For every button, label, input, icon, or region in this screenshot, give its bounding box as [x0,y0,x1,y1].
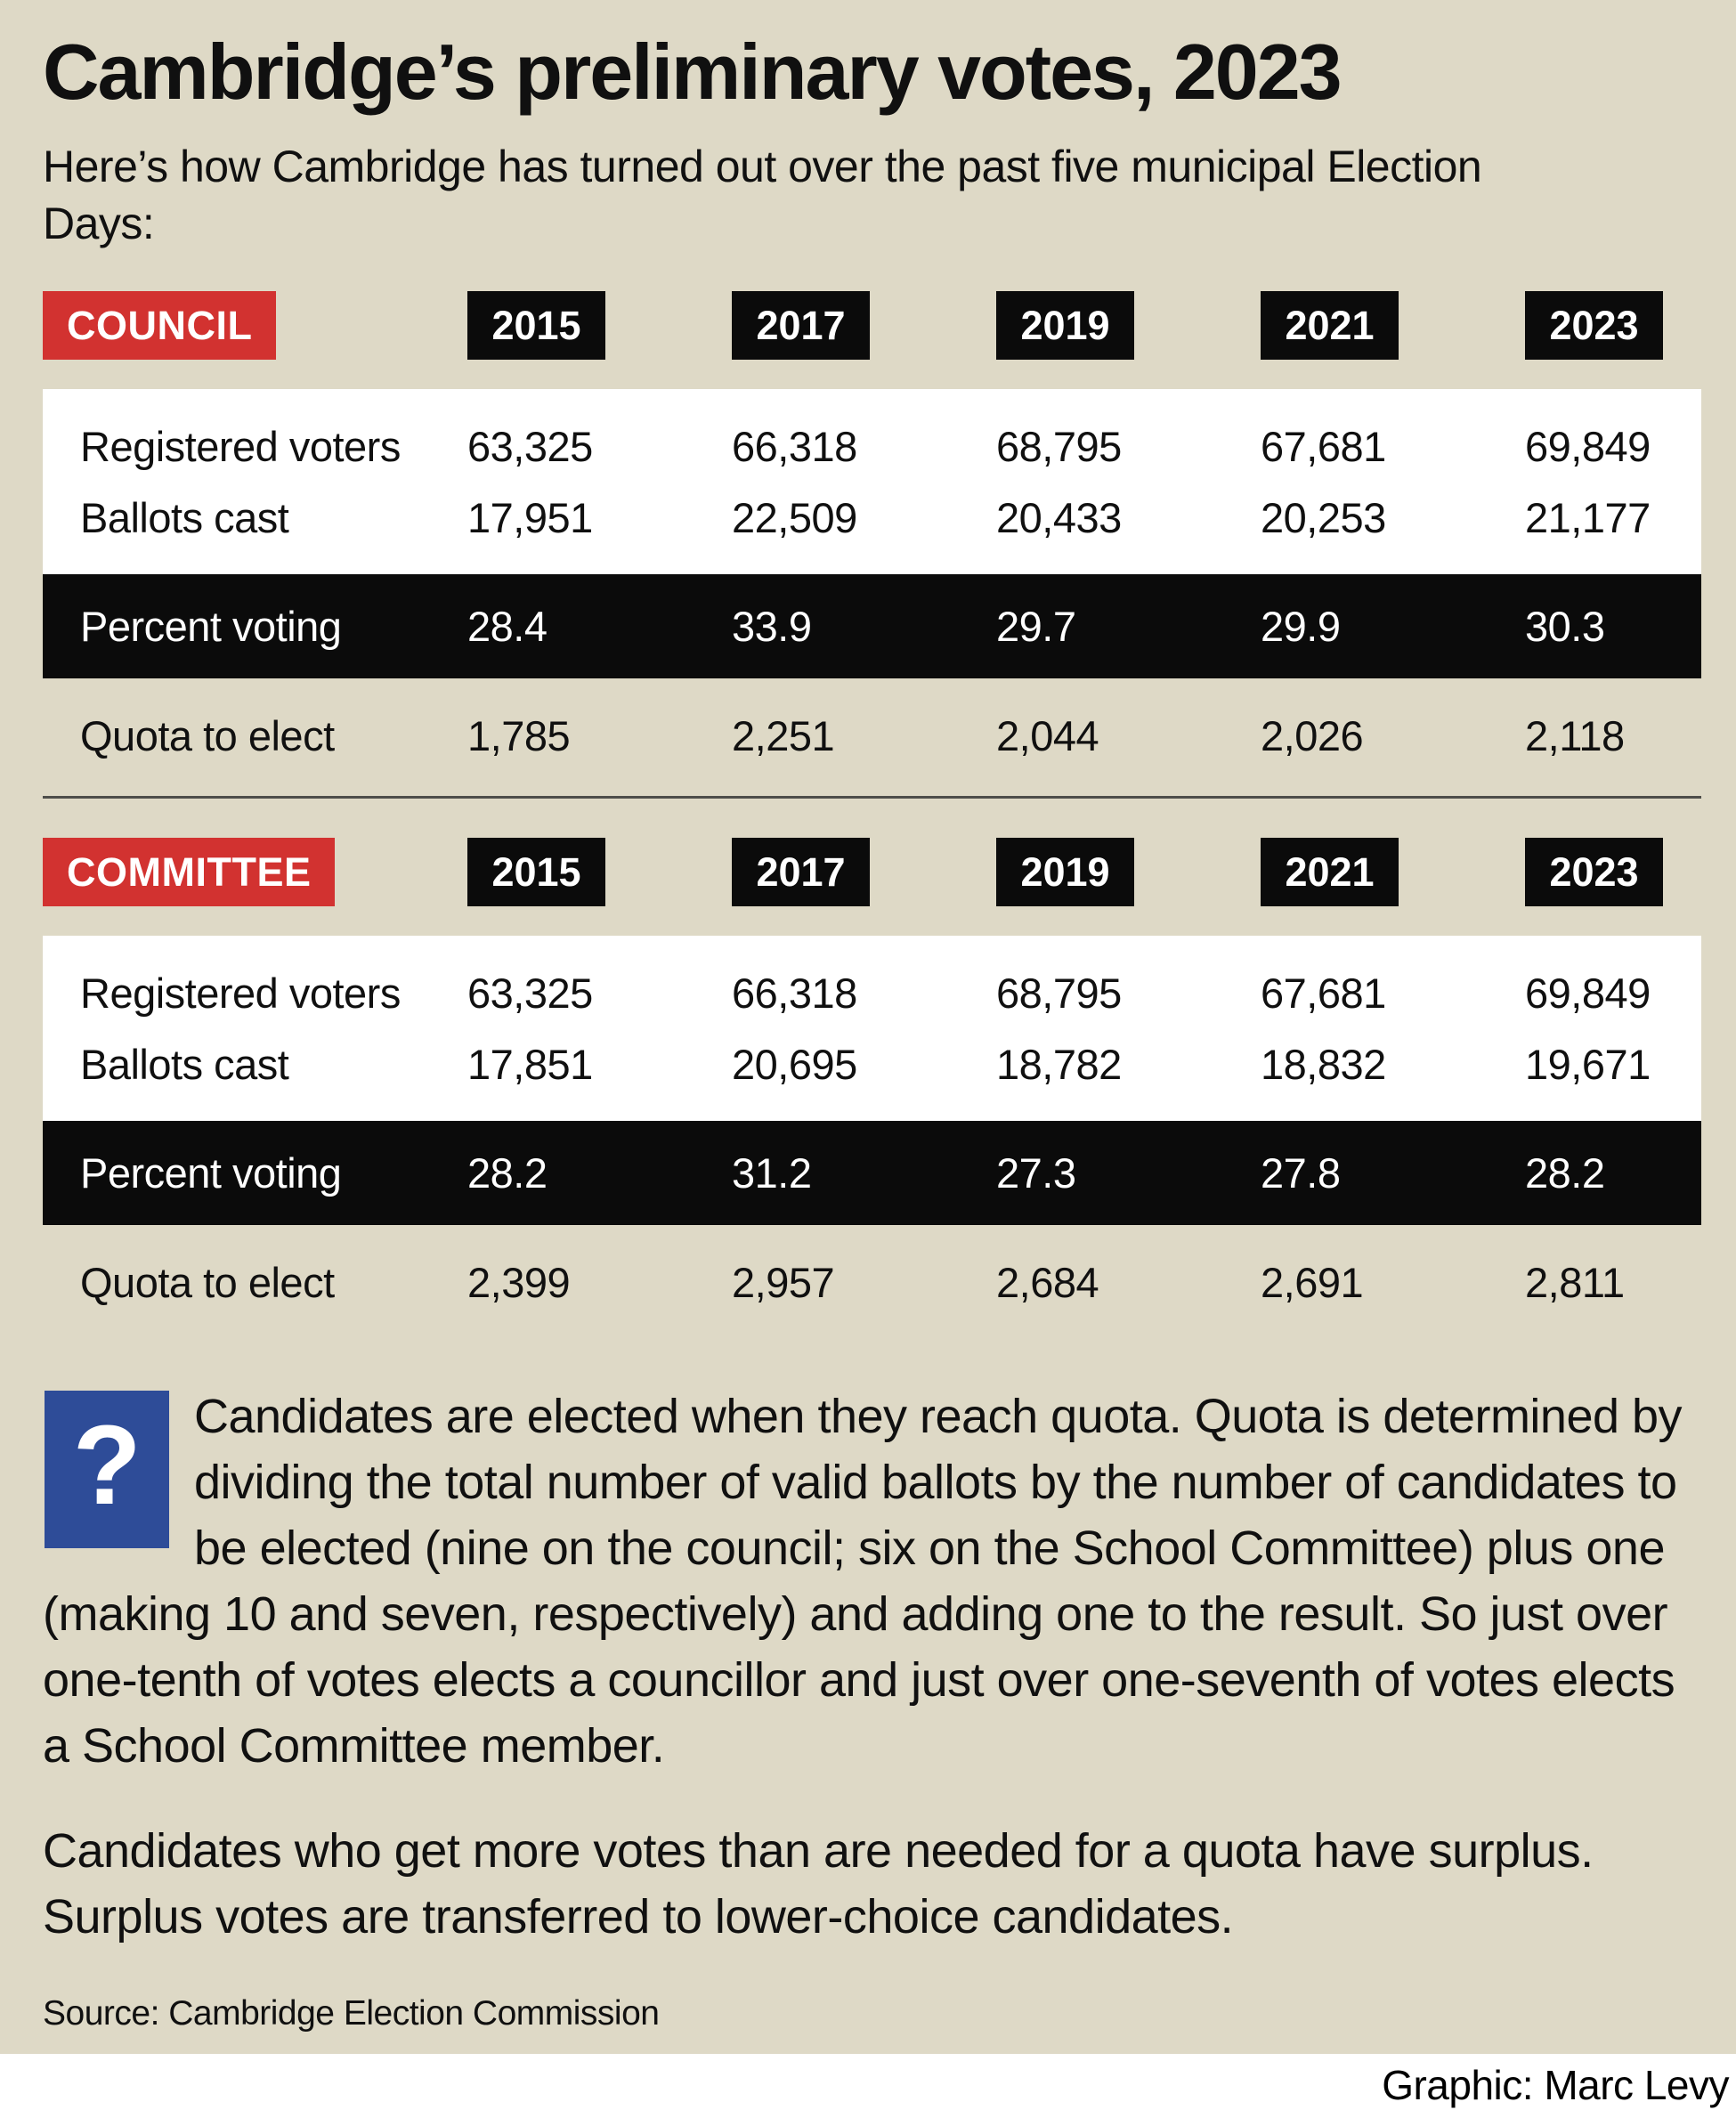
cell-value: 20,253 [1261,493,1386,541]
cell-value: 20,695 [732,1040,857,1088]
cell-value: 19,671 [1525,1040,1651,1088]
credit-line: Graphic: Marc Levy [1382,2062,1729,2108]
year-header-2023: 2023 [1525,838,1663,906]
cell-value: 28.2 [1525,1149,1605,1197]
cell-value: 2,811 [1525,1258,1625,1306]
cell-value: 28.2 [467,1149,548,1197]
source-line: Source: Cambridge Election Commission [43,1994,660,2033]
cell-value: 18,782 [996,1040,1122,1088]
cell-value: 27.3 [996,1149,1076,1197]
council-white-panel [43,389,1701,574]
row-percent-voting [43,1121,1701,1225]
row-label: Ballots cast [80,493,289,541]
row-label: Quota to elect [80,711,335,759]
cell-value: 66,318 [732,422,857,470]
committee-tag-cell [43,838,467,906]
committee-header-row [43,838,1701,906]
committee-percent-band [43,1121,1701,1225]
committee-tag: COMMITTEE [43,838,335,906]
cell-value: 30.3 [1525,603,1605,651]
row-label: Ballots cast [80,1040,289,1088]
cell-value: 2,118 [1525,711,1625,759]
council-percent-band [43,574,1701,678]
explainer-paragraph-1: Candidates are elected when they reach quota. Quota is determined by dividing the total number of valid ballots by the number of candidates to be elected (nine on the council; six on the School Committee) plus one (making 10 and seven, respectively) and adding one to the result. So just over one-tenth of votes elects a councillor and just over one-seventh of votes elects a School Committee member. [43,1390,1683,1773]
committee-quota-row [43,1245,1701,1319]
cell-value: 63,325 [467,969,593,1017]
cell-value: 17,951 [467,493,593,541]
cell-value: 29.9 [1261,603,1341,651]
year-header-2015: 2015 [467,291,605,360]
cell-value: 2,044 [996,711,1099,759]
subtitle: Here’s how Cambridge has turned out over the past five municipal Election Days: [43,142,1482,249]
year-header-2017: 2017 [732,838,870,906]
cell-value: 22,509 [732,493,857,541]
page-title: Cambridge’s preliminary votes, 2023 [43,28,1341,116]
cell-value: 2,957 [732,1258,835,1306]
row-ballots-cast [43,1028,1701,1100]
cell-value: 2,691 [1261,1258,1364,1306]
council-tag-cell [43,291,467,360]
content-area [0,30,1736,2033]
cell-value: 66,318 [732,969,857,1017]
year-header-2019: 2019 [996,291,1134,360]
council-tag: COUNCIL [43,291,276,360]
section-divider [43,796,1701,799]
cell-value: 69,849 [1525,422,1651,470]
row-label: Quota to elect [80,1258,335,1306]
row-label: Percent voting [80,603,342,651]
council-header-row [43,291,1701,360]
explainer-paragraph-2: Candidates who get more votes than are needed for a quota have surplus. Surplus votes are transferred to lower-choice candidates. [43,1824,1594,1944]
cell-value: 2,399 [467,1258,571,1306]
year-header-2023: 2023 [1525,291,1663,360]
row-label: Registered voters [80,969,401,1017]
cell-value: 2,684 [996,1258,1099,1306]
cell-value: 67,681 [1261,422,1386,470]
year-header-2015: 2015 [467,838,605,906]
row-percent-voting [43,574,1701,678]
cell-value: 2,026 [1261,711,1364,759]
row-quota-to-elect [43,1245,1701,1319]
cell-value: 27.8 [1261,1149,1341,1197]
committee-white-panel [43,936,1701,1121]
question-icon: ? [45,1391,169,1548]
row-registered-voters [43,410,1701,482]
row-ballots-cast [43,482,1701,553]
cell-value: 28.4 [467,603,548,651]
cell-value: 68,795 [996,422,1122,470]
cell-value: 17,851 [467,1040,593,1088]
year-header-2017: 2017 [732,291,870,360]
cell-value: 21,177 [1525,493,1651,541]
cell-value: 69,849 [1525,969,1651,1017]
footer-bar [0,2054,1736,2118]
cell-value: 33.9 [732,603,812,651]
year-header-2021: 2021 [1261,291,1399,360]
cell-value: 31.2 [732,1149,812,1197]
cell-value: 1,785 [467,711,571,759]
cell-value: 2,251 [732,711,835,759]
cell-value: 68,795 [996,969,1122,1017]
cell-value: 29.7 [996,603,1076,651]
row-quota-to-elect [43,698,1701,773]
cell-value: 63,325 [467,422,593,470]
year-header-2021: 2021 [1261,838,1399,906]
explainer-block [43,1384,1701,1950]
row-registered-voters [43,957,1701,1028]
row-label: Percent voting [80,1149,342,1197]
committee-section [43,838,1701,1319]
year-header-2019: 2019 [996,838,1134,906]
council-section [43,291,1701,773]
cell-value: 67,681 [1261,969,1386,1017]
council-quota-row [43,698,1701,773]
cell-value: 18,832 [1261,1040,1386,1088]
cell-value: 20,433 [996,493,1122,541]
row-label: Registered voters [80,422,401,470]
